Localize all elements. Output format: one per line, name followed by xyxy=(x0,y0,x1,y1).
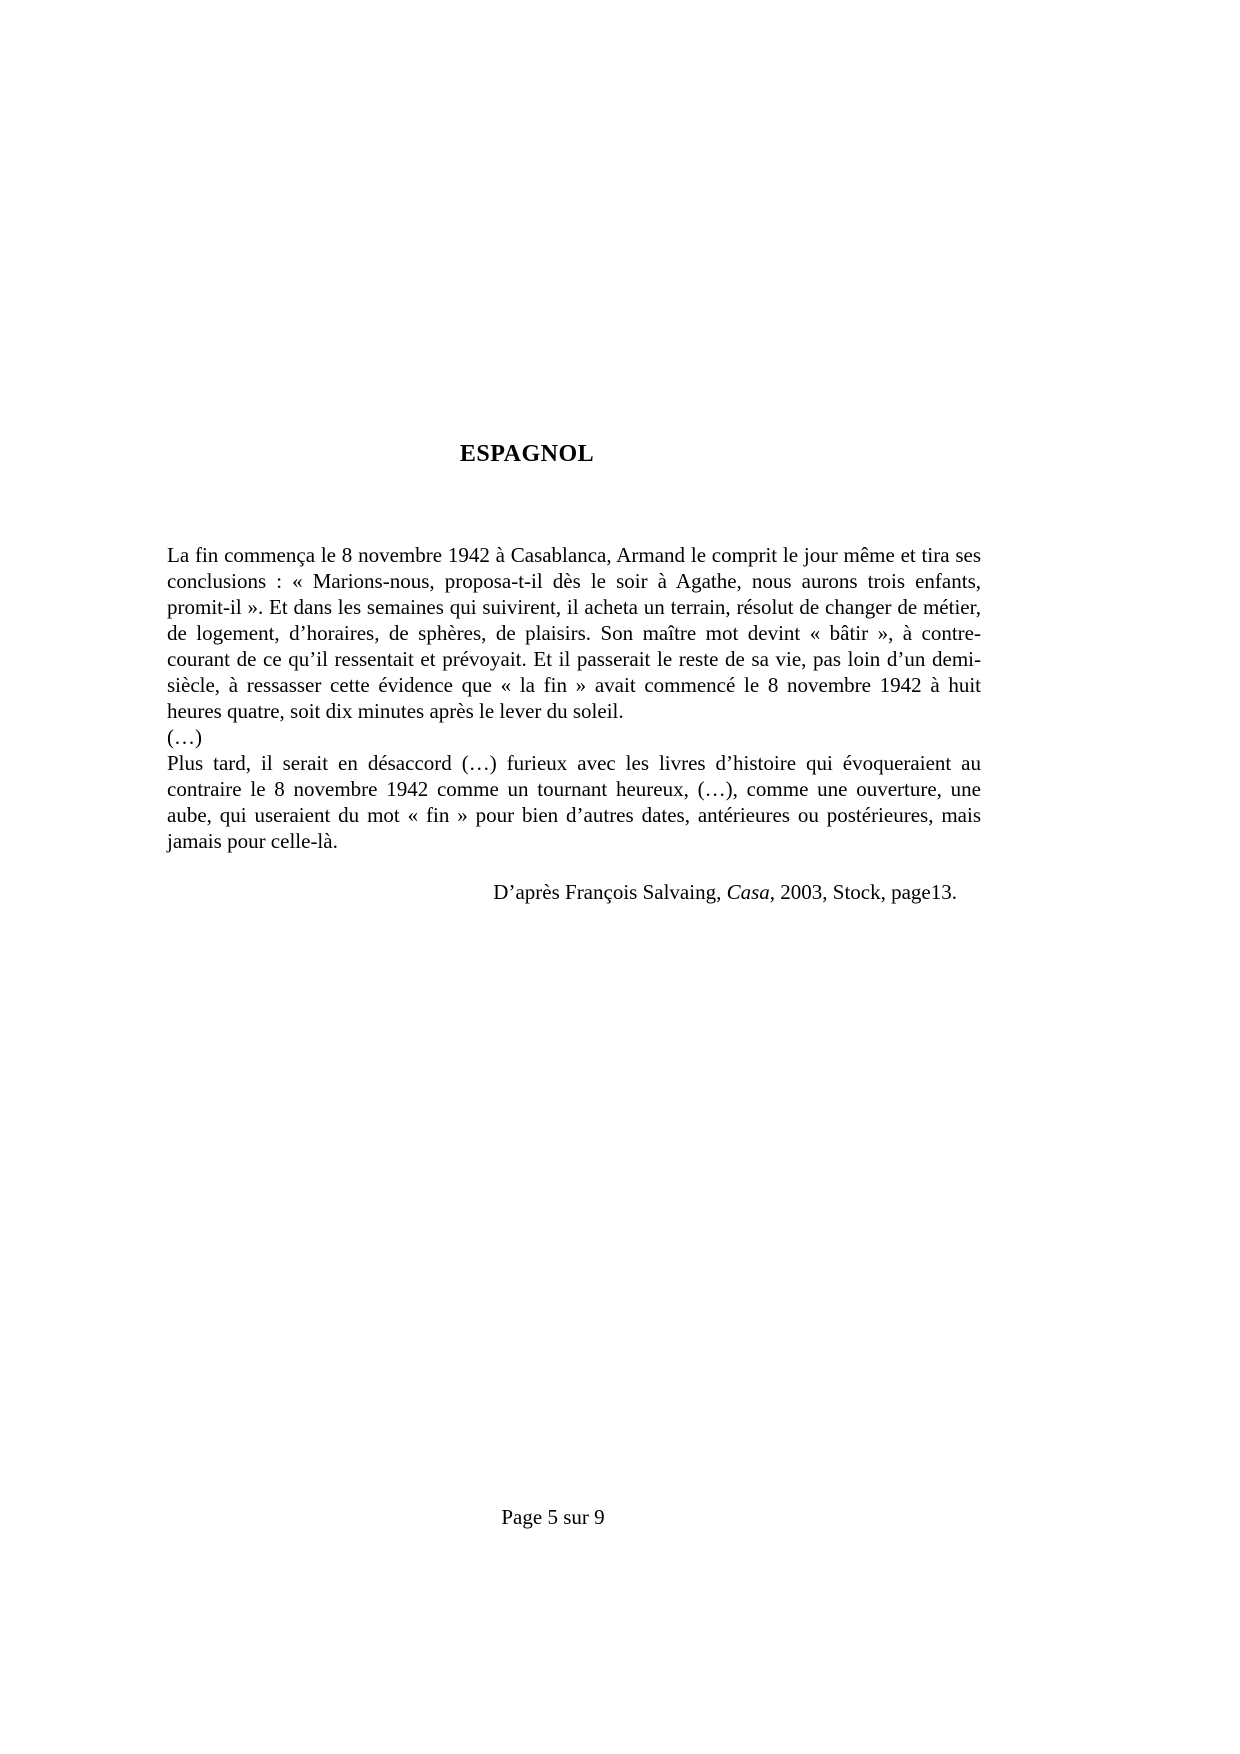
attribution-line xyxy=(167,879,957,905)
page-number: Page 5 sur 9 xyxy=(501,1505,605,1529)
ellipsis-line: (…) xyxy=(167,725,202,749)
body-paragraph-1: La fin commença le 8 novembre 1942 à Casablanca, Armand le comprit le jour même et tira ses conclusions : « Marions-nous, proposa-t-il dès le soir à Agathe, nous aurons trois enfants, promit-il ». Et dans les semaines qui suivirent, il acheta un terrain, résolut de changer de métier, de logement, d’horaires, de sphères, de plaisirs. Son maître mot devint « bâtir », à contre-courant de ce qu’il ressentait et prévoyait. Et il passerait le reste de sa vie, pas loin d’un demi-siècle, à ressasser cette évidence que « la fin » avait commencé le 8 novembre 1942 à huit heures quatre, soit dix minutes après le lever du soleil. xyxy=(167,543,981,723)
body-text xyxy=(167,542,981,854)
attribution-work-title: Casa xyxy=(726,880,770,904)
body-paragraph-2: Plus tard, il serait en désaccord (…) furieux avec les livres d’histoire qui évoqueraient au contraire le 8 novembre 1942 comme un tournant heureux, (…), comme une ouverture, une aube, qui useraient du mot « fin » pour bien d’autres dates, antérieures ou postérieures, mais jamais pour celle-là. xyxy=(167,751,981,853)
attribution-suffix: , 2003, Stock, page13. xyxy=(769,880,957,904)
page-title: ESPAGNOL xyxy=(459,441,595,467)
attribution-prefix: D’après François Salvaing, xyxy=(493,880,727,904)
